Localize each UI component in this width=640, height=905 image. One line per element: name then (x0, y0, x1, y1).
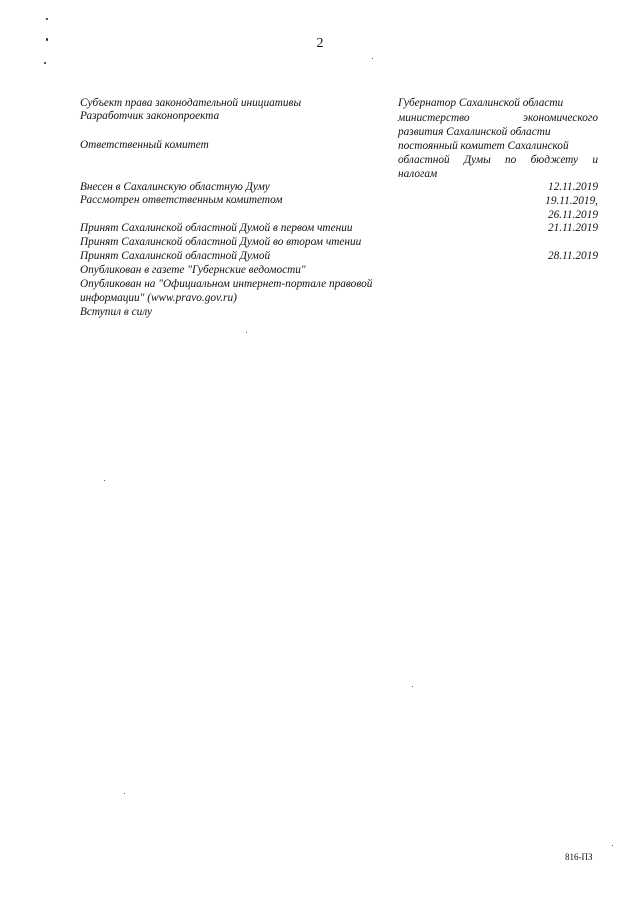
subject-label: Субъект права законодательной инициативы (80, 97, 302, 109)
scan-speck (46, 38, 48, 41)
scan-speck (46, 18, 48, 20)
developer-value-line-1: министерство экономического (398, 112, 598, 124)
in-force-label: Вступил в силу (80, 306, 153, 318)
scan-speck (124, 793, 125, 794)
adopted-label: Принят Сахалинской областной Думой (80, 250, 271, 262)
first-reading-date: 21.11.2019 (548, 222, 598, 234)
scan-speck (104, 480, 105, 481)
developer-label: Разработчик законопроекта (80, 110, 220, 122)
published-portal-label-line-2: информации" (www.pravo.gov.ru) (80, 292, 237, 304)
scan-speck (612, 845, 613, 846)
committee-value-line-1: постоянный комитет Сахалинской (398, 140, 569, 152)
scan-speck (372, 58, 373, 59)
committee-value-line-2: областной Думы по бюджету и (398, 154, 598, 166)
reviewed-label: Рассмотрен ответственным комитетом (80, 194, 283, 206)
submitted-date: 12.11.2019 (548, 181, 598, 193)
adopted-date: 28.11.2019 (548, 250, 598, 262)
published-portal-label-line-1: Опубликован на "Официальном интернет-портале правовой (80, 278, 373, 290)
developer-value-line-2: развития Сахалинской области (398, 126, 551, 138)
committee-value-line-3: налогам (398, 168, 438, 180)
scan-speck (412, 686, 413, 687)
scan-speck (44, 62, 46, 64)
committee-label: Ответственный комитет (80, 139, 209, 151)
reviewed-date-2: 26.11.2019 (548, 209, 598, 221)
scan-speck (246, 332, 247, 333)
second-reading-label: Принят Сахалинской областной Думой во втором чтении (80, 236, 362, 248)
submitted-label: Внесен в Сахалинскую областную Думу (80, 181, 270, 193)
subject-value: Губернатор Сахалинской области (398, 97, 564, 109)
reviewed-date-1: 19.11.2019, (545, 195, 598, 207)
page-number: 2 (316, 36, 324, 51)
published-newspaper-label: Опубликован в газете "Губернские ведомости" (80, 264, 306, 276)
first-reading-label: Принят Сахалинской областной Думой в первом чтении (80, 222, 353, 234)
footer-code: 816-ПЗ (565, 852, 593, 862)
